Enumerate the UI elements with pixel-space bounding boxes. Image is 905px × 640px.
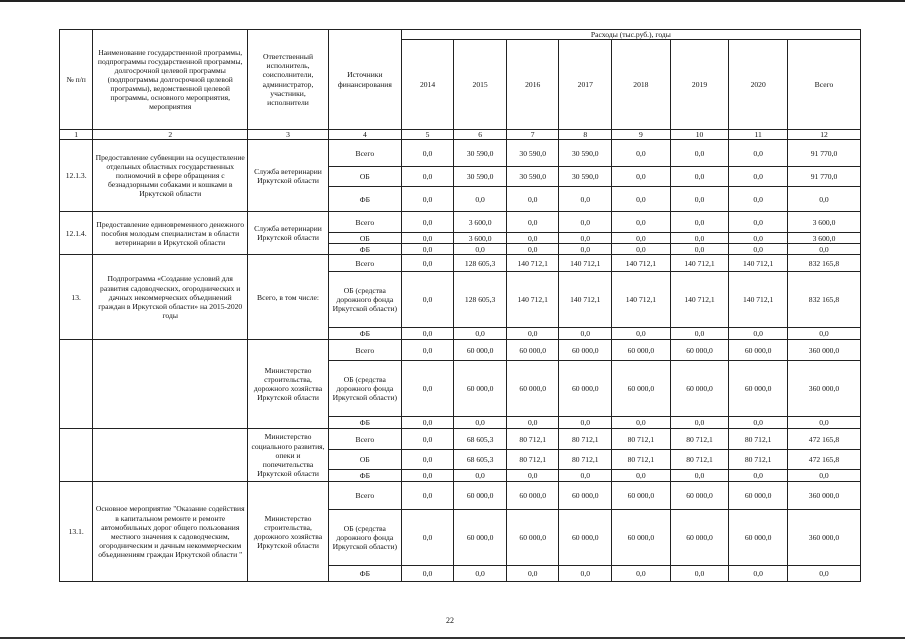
row-source: ФБ	[328, 244, 401, 255]
row-number: 12.1.4.	[60, 212, 93, 255]
row-year-value: 0,0	[612, 566, 671, 582]
column-number: 11	[729, 130, 788, 140]
row-year-value: 60 000,0	[729, 510, 788, 566]
row-year-value: 0,0	[612, 212, 671, 233]
row-year-value: 0,0	[506, 233, 559, 244]
row-year-value: 0,0	[559, 566, 612, 582]
row-year-value: 0,0	[401, 450, 454, 470]
row-year-value: 60 000,0	[612, 510, 671, 566]
row-year-value: 60 000,0	[454, 510, 507, 566]
scan-top-edge	[0, 0, 905, 2]
row-source: Всего	[328, 255, 401, 272]
row-year-value: 140 712,1	[670, 255, 729, 272]
row-source: Всего	[328, 140, 401, 167]
row-name	[93, 429, 248, 482]
row-year-value: 0,0	[612, 233, 671, 244]
row-year-value: 0,0	[612, 187, 671, 212]
row-year-value: 60 000,0	[670, 510, 729, 566]
row-year-value: 0,0	[401, 244, 454, 255]
column-number: 3	[248, 130, 329, 140]
row-number: 13.1.	[60, 482, 93, 582]
row-year-value: 0,0	[612, 470, 671, 482]
row-year-value: 0,0	[670, 470, 729, 482]
row-number	[60, 429, 93, 482]
row-source: Всего	[328, 429, 401, 450]
row-year-value: 0,0	[670, 417, 729, 429]
row-year-value: 0,0	[559, 470, 612, 482]
row-year-value: 80 712,1	[559, 450, 612, 470]
row-year-value: 0,0	[401, 167, 454, 187]
row-year-value: 0,0	[401, 482, 454, 510]
row-total-value: 832 165,8	[787, 255, 860, 272]
row-total-value: 360 000,0	[787, 482, 860, 510]
row-year-value: 0,0	[401, 340, 454, 361]
row-year-value: 60 000,0	[670, 482, 729, 510]
row-responsible: Всего, в том числе:	[248, 255, 329, 340]
row-year-value: 0,0	[729, 244, 788, 255]
row-year-value: 0,0	[401, 417, 454, 429]
column-number-row	[60, 130, 861, 140]
scan-bottom-edge	[0, 637, 905, 639]
row-source: Всего	[328, 482, 401, 510]
row-year-value: 80 712,1	[506, 429, 559, 450]
row-year-value: 30 590,0	[506, 167, 559, 187]
row-year-value: 0,0	[729, 470, 788, 482]
row-name: Основное мероприятие "Оказание содействия в капитальном ремонте и ремонте автомобильных дорог общего пользования местного значения к садоводческим, огородническим и дачным некоммерческим объединениям граждан Иркутской области "	[93, 482, 248, 582]
row-year-value: 30 590,0	[454, 167, 507, 187]
row-year-value: 0,0	[729, 212, 788, 233]
row-year-value: 0,0	[670, 140, 729, 167]
row-total-value: 0,0	[787, 244, 860, 255]
row-year-value: 68 605,3	[454, 429, 507, 450]
row-year-value: 3 600,0	[454, 212, 507, 233]
row-year-value: 60 000,0	[729, 361, 788, 417]
row-year-value: 0,0	[401, 429, 454, 450]
row-year-value: 0,0	[401, 212, 454, 233]
column-number: 7	[506, 130, 559, 140]
table-row	[60, 255, 861, 272]
row-year-value: 30 590,0	[454, 140, 507, 167]
header-year: 2014	[401, 40, 454, 130]
row-total-value: 472 165,8	[787, 429, 860, 450]
row-year-value: 128 605,3	[454, 272, 507, 328]
row-year-value: 140 712,1	[506, 272, 559, 328]
table-row	[60, 212, 861, 233]
row-year-value: 0,0	[729, 328, 788, 340]
row-year-value: 0,0	[454, 566, 507, 582]
page-number: 22	[446, 616, 454, 625]
row-year-value: 0,0	[729, 417, 788, 429]
row-source: ОБ (средства дорожного фонда Иркутской области)	[328, 361, 401, 417]
row-total-value: 3 600,0	[787, 233, 860, 244]
row-responsible: Министерство строительства, дорожного хозяйства Иркутской области	[248, 482, 329, 582]
row-year-value: 80 712,1	[729, 429, 788, 450]
row-year-value: 0,0	[506, 566, 559, 582]
header-total: Всего	[787, 40, 860, 130]
row-year-value: 60 000,0	[559, 361, 612, 417]
row-year-value: 0,0	[506, 212, 559, 233]
row-year-value: 0,0	[612, 417, 671, 429]
row-year-value: 0,0	[506, 470, 559, 482]
row-year-value: 60 000,0	[612, 340, 671, 361]
row-name: Предоставление субвенции на осуществление отдельных областных государственных полномочий в сфере обращения с безнадзорными собаками и кошками в Иркутской области	[93, 140, 248, 212]
row-year-value: 0,0	[559, 233, 612, 244]
column-number: 8	[559, 130, 612, 140]
row-name: Подпрограмма «Создание условий для развития садоводческих, огороднических и дачных некоммерческих объединений граждан в Иркутской области» на 2015-2020 годы	[93, 255, 248, 340]
row-year-value: 60 000,0	[454, 482, 507, 510]
row-year-value: 0,0	[401, 140, 454, 167]
header-responsible: Ответственный исполнитель, соисполнители, администратор, участники, исполнители	[248, 30, 329, 130]
row-source: ОБ (средства дорожного фонда Иркутской области)	[328, 510, 401, 566]
row-year-value: 140 712,1	[559, 255, 612, 272]
row-total-value: 360 000,0	[787, 340, 860, 361]
column-number: 5	[401, 130, 454, 140]
header-year: 2017	[559, 40, 612, 130]
row-year-value: 0,0	[670, 233, 729, 244]
row-year-value: 60 000,0	[559, 510, 612, 566]
row-total-value: 832 165,8	[787, 272, 860, 328]
header-source: Источники финансирования	[328, 30, 401, 130]
row-source: ОБ	[328, 233, 401, 244]
row-year-value: 0,0	[612, 167, 671, 187]
row-source: ОБ	[328, 167, 401, 187]
row-total-value: 360 000,0	[787, 510, 860, 566]
row-year-value: 0,0	[559, 212, 612, 233]
row-total-value: 360 000,0	[787, 361, 860, 417]
row-total-value: 0,0	[787, 328, 860, 340]
column-number: 10	[670, 130, 729, 140]
row-year-value: 0,0	[670, 244, 729, 255]
row-number: 13.	[60, 255, 93, 340]
row-total-value: 91 770,0	[787, 167, 860, 187]
row-year-value: 0,0	[670, 566, 729, 582]
row-year-value: 0,0	[454, 470, 507, 482]
row-year-value: 0,0	[729, 233, 788, 244]
row-name: Предоставление единовременного денежного пособия молодым специалистам в области ветеринарии в Иркутской области	[93, 212, 248, 255]
row-year-value: 0,0	[401, 361, 454, 417]
row-year-value: 0,0	[729, 187, 788, 212]
row-year-value: 0,0	[401, 272, 454, 328]
row-year-value: 0,0	[612, 140, 671, 167]
row-year-value: 0,0	[401, 566, 454, 582]
column-number: 6	[454, 130, 507, 140]
row-year-value: 0,0	[670, 187, 729, 212]
row-year-value: 140 712,1	[612, 255, 671, 272]
row-source: Всего	[328, 212, 401, 233]
row-year-value: 60 000,0	[612, 482, 671, 510]
header-year: 2019	[670, 40, 729, 130]
header-year: 2020	[729, 40, 788, 130]
row-year-value: 0,0	[559, 328, 612, 340]
row-total-value: 3 600,0	[787, 212, 860, 233]
header-num: № п/п	[60, 30, 93, 130]
row-year-value: 140 712,1	[729, 272, 788, 328]
column-number: 4	[328, 130, 401, 140]
row-year-value: 60 000,0	[612, 361, 671, 417]
row-year-value: 60 000,0	[506, 340, 559, 361]
row-year-value: 80 712,1	[612, 450, 671, 470]
row-year-value: 0,0	[670, 167, 729, 187]
row-year-value: 80 712,1	[729, 450, 788, 470]
row-year-value: 140 712,1	[506, 255, 559, 272]
row-year-value: 80 712,1	[506, 450, 559, 470]
header-row-top	[60, 30, 861, 40]
row-year-value: 30 590,0	[559, 140, 612, 167]
header-year: 2016	[506, 40, 559, 130]
row-year-value: 0,0	[454, 244, 507, 255]
row-responsible: Служба ветеринарии Иркутской области	[248, 140, 329, 212]
row-year-value: 0,0	[612, 328, 671, 340]
row-source: ОБ	[328, 450, 401, 470]
row-total-value: 472 165,8	[787, 450, 860, 470]
row-year-value: 30 590,0	[559, 167, 612, 187]
row-number	[60, 340, 93, 429]
table-row	[60, 482, 861, 510]
row-responsible: Министерство строительства, дорожного хозяйства Иркутской области	[248, 340, 329, 429]
row-year-value: 0,0	[612, 244, 671, 255]
row-year-value: 80 712,1	[670, 429, 729, 450]
row-year-value: 0,0	[729, 140, 788, 167]
row-year-value: 0,0	[401, 328, 454, 340]
row-year-value: 60 000,0	[559, 482, 612, 510]
row-name	[93, 340, 248, 429]
row-year-value: 0,0	[506, 417, 559, 429]
row-year-value: 0,0	[670, 212, 729, 233]
row-year-value: 0,0	[401, 233, 454, 244]
table-row	[60, 140, 861, 167]
header-expenses: Расходы (тыс.руб.), годы	[401, 30, 860, 40]
row-year-value: 60 000,0	[729, 482, 788, 510]
row-source: ФБ	[328, 566, 401, 582]
row-year-value: 0,0	[454, 187, 507, 212]
row-year-value: 0,0	[506, 328, 559, 340]
row-year-value: 0,0	[401, 255, 454, 272]
row-year-value: 3 600,0	[454, 233, 507, 244]
row-year-value: 0,0	[670, 328, 729, 340]
row-year-value: 60 000,0	[729, 340, 788, 361]
row-source: Всего	[328, 340, 401, 361]
row-year-value: 80 712,1	[612, 429, 671, 450]
row-year-value: 60 000,0	[506, 510, 559, 566]
row-total-value: 91 770,0	[787, 140, 860, 167]
row-year-value: 0,0	[559, 187, 612, 212]
row-responsible: Министерство социального развития, опеки и попечительства Иркутской области	[248, 429, 329, 482]
table-row	[60, 429, 861, 450]
row-year-value: 0,0	[729, 167, 788, 187]
row-year-value: 60 000,0	[559, 340, 612, 361]
row-year-value: 0,0	[559, 244, 612, 255]
row-year-value: 60 000,0	[670, 340, 729, 361]
expenses-table	[59, 29, 861, 582]
row-source: ФБ	[328, 470, 401, 482]
row-year-value: 0,0	[401, 470, 454, 482]
header-name: Наименование государственной программы, подпрограммы государственной программы, долгосрочной целевой программы (подпрограммы долгосрочной целевой программы), ведомственной целевой программы, основного мероприятия, мероприятия	[93, 30, 248, 130]
row-year-value: 60 000,0	[506, 482, 559, 510]
row-source: ФБ	[328, 187, 401, 212]
row-total-value: 0,0	[787, 187, 860, 212]
row-year-value: 0,0	[506, 244, 559, 255]
row-year-value: 0,0	[454, 417, 507, 429]
row-year-value: 68 605,3	[454, 450, 507, 470]
column-number: 12	[787, 130, 860, 140]
row-year-value: 0,0	[454, 328, 507, 340]
row-year-value: 0,0	[559, 417, 612, 429]
row-year-value: 60 000,0	[670, 361, 729, 417]
row-year-value: 140 712,1	[670, 272, 729, 328]
row-year-value: 80 712,1	[670, 450, 729, 470]
row-year-value: 30 590,0	[506, 140, 559, 167]
row-number: 12.1.3.	[60, 140, 93, 212]
row-year-value: 80 712,1	[559, 429, 612, 450]
row-year-value: 0,0	[506, 187, 559, 212]
header-year: 2018	[612, 40, 671, 130]
header-year: 2015	[454, 40, 507, 130]
row-year-value: 128 605,3	[454, 255, 507, 272]
row-source: ФБ	[328, 417, 401, 429]
column-number: 1	[60, 130, 93, 140]
row-year-value: 60 000,0	[454, 361, 507, 417]
row-total-value: 0,0	[787, 417, 860, 429]
row-year-value: 140 712,1	[729, 255, 788, 272]
column-number: 9	[612, 130, 671, 140]
column-number: 2	[93, 130, 248, 140]
row-responsible: Служба ветеринарии Иркутской области	[248, 212, 329, 255]
row-year-value: 60 000,0	[454, 340, 507, 361]
row-year-value: 0,0	[729, 566, 788, 582]
row-year-value: 0,0	[401, 187, 454, 212]
row-year-value: 140 712,1	[559, 272, 612, 328]
row-source: ФБ	[328, 328, 401, 340]
row-year-value: 140 712,1	[612, 272, 671, 328]
row-source: ОБ (средства дорожного фонда Иркутской области)	[328, 272, 401, 328]
row-year-value: 60 000,0	[506, 361, 559, 417]
row-total-value: 0,0	[787, 566, 860, 582]
row-year-value: 0,0	[401, 510, 454, 566]
row-total-value: 0,0	[787, 470, 860, 482]
table-row	[60, 340, 861, 361]
